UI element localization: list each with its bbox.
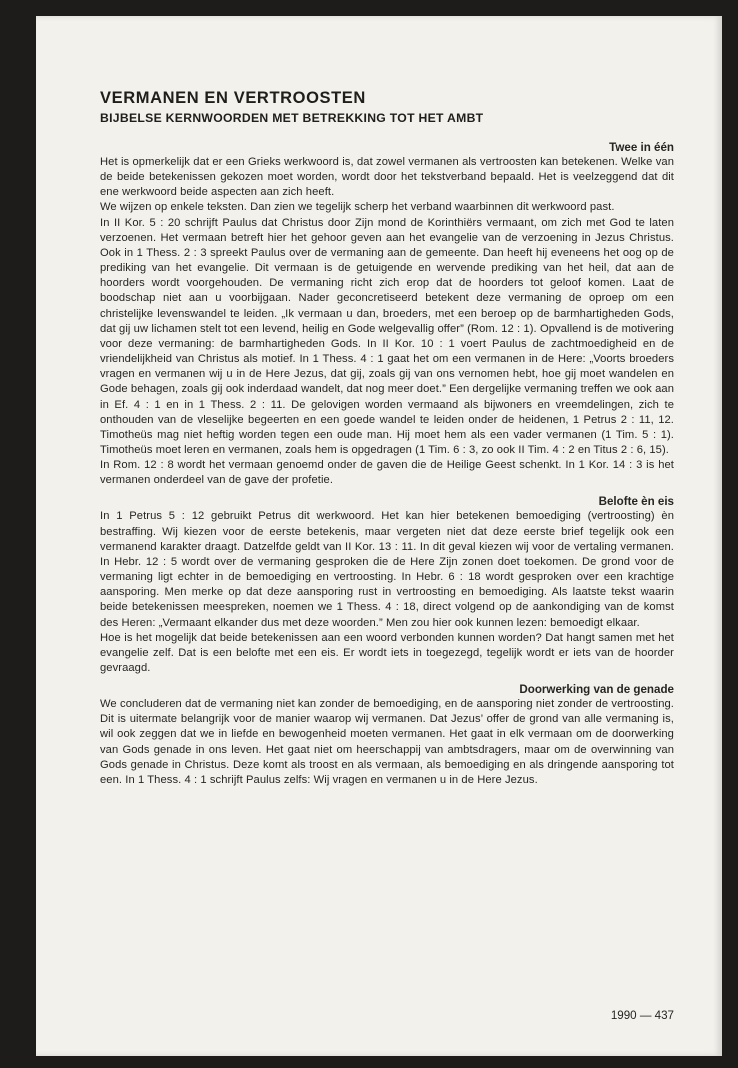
document-page	[36, 16, 722, 1056]
paragraph: Het is opmerkelijk dat er een Grieks werkwoord is, dat zowel vermanen als vertroosten kan betekenen. Welke van de beide betekenissen gekozen moet worden, wordt door het tekstverband bepaald. Het is veelzeggend dat dit ene werkwoord beide aspecten aan zich heeft.	[100, 156, 674, 199]
article	[100, 88, 674, 788]
article-subtitle: BIJBELSE KERNWOORDEN MET BETREKKING TOT HET AMBT	[100, 111, 484, 125]
paragraph: In Rom. 12 : 8 wordt het vermaan genoemd onder de gaven die de Heilige Geest schenkt. In 1 Kor. 14 : 3 is het vermanen onderdeel van de gave der profetie.	[100, 459, 674, 487]
section-heading: Belofte èn eis	[598, 495, 674, 509]
section-doorwerking	[100, 682, 674, 788]
section-twee-in-een	[100, 140, 674, 488]
section-belofte-en-eis	[100, 494, 674, 676]
page-number: 1990 — 437	[610, 1009, 674, 1022]
section-heading: Twee in één	[609, 141, 674, 154]
paragraph: Hoe is het mogelijk dat beide betekenissen aan een woord verbonden kunnen worden? Dat hangt samen met het evangelie zelf. Dat is een belofte met een eis. Er wordt iets in toegezegd, tegelijk wordt er iets van de hoorder gevraagd.	[100, 631, 674, 674]
paragraph: We wijzen op enkele teksten. Dan zien we tegelijk scherp het verband waarbinnen dit werkwoord past.	[100, 201, 615, 214]
paragraph: In II Kor. 5 : 20 schrijft Paulus dat Christus door Zijn mond de Korinthiërs vermaant, om zich met God te laten verzoenen. Het vermaan betreft hier het gehoor geven aan het evangelie van de verzoening in Jezus Christus. Ook in 1 Thess. 2 : 3 spreekt Paulus over de vermaning aan de gemeente. Dan heeft hij eveneens het oog op de prediking van het evangelie. Dit vermaan is de getuigende en wervende prediking van het heil, dat aan de hoorders wordt voorgehouden. De vermaning richt zich erop dat de hoorders tot geloof komen. Laat de boodschap niet aan u voorbijgaan. Nader geconcretiseerd betekent deze vermaning de oproep om een christelijke levenswandel te leiden. „Ik vermaan u dan, broeders, met een beroep op de barmhartigheden Gods, dat gij uw lichamen stelt tot een levend, heilig en Gode welgevallig offer” (Rom. 12 : 1). Opvallend is de motivering voor deze vermaning: de barmhartigheden Gods. In II Kor. 10 : 1 voert Paulus de zachtmoedigheid en de vriendelijkheid van Christus als motief. In 1 Thess. 4 : 1 gaat het om een vermanen in de Here: „Voorts broeders vragen en vermanen wij u in de Here Jezus, dat gij, zoals gij van ons vernomen hebt, hoe gij moet wandelen en Gode behagen, zoals gij ook inderdaad wandelt, dat nog meer doet.” Een dergelijke vermaning treffen we ook aan in Ef. 4 : 1 en in 1 Thess. 2 : 11. De gelovigen worden vermaand als bijwoners en vreemdelingen, zich te onthouden van de vleselijke begeerten en een goede wandel te leiden onder de heidenen, 1 Petrus 2 : 11, 12. Timotheüs mag niet heftig worden tegen een oude man. Hij moet hem als een vader vermanen (1 Tim. 5 : 1). Timotheüs moet leren en vermanen, zoals hem is opgedragen (1 Tim. 6 : 3, zo ook II Tim. 4 : 2 en Titus 2 : 6, 15).	[100, 216, 674, 456]
paragraph: In 1 Petrus 5 : 12 gebruikt Petrus dit werkwoord. Het kan hier betekenen bemoediging (vertroosting) èn bestraffing. Wij kiezen voor de eerste betekenis, maar vergeten niet dat deze eerste brief tegelijk ook een vermanend karakter draagt. Datzelfde geldt van II Kor. 13 : 11. In dit geval kiezen wij voor de vertaling vermanen. In Hebr. 12 : 5 wordt over de vermaning gesproken die de Here Zijn zonen doet toekomen. De grond voor de vermaning ligt echter in de bemoediging en vertroosting. In Hebr. 6 : 18 wordt gesproken over een krachtige aansporing. Men merke op dat deze aansporing rust in vertroosting en bemoediging. Als laatste tekst waarin beide betekenissen meespreken, noemen we 1 Thess. 4 : 18, direct volgend op de aankondiging van de komst des Heren: „Vermaant elkander dus met deze woorden.” Men zou hier ook kunnen lezen: bemoedigt elkaar.	[100, 510, 674, 629]
article-title: VERMANEN EN VERTROOSTEN	[100, 89, 366, 107]
paragraph: We concluderen dat de vermaning niet kan zonder de bemoediging, en de aansporing niet zonder de vertroosting. Dit is uitermate belangrijk voor de manier waarop wij vermanen. Dat Jezus’ offer de grond van alle vermaning is, wil ook zeggen dat we in liefde en bewogenheid moeten vermanen. Het gaat in elk vermaan om de doorwerking van Gods genade in ons leven. Het gaat niet om heerschappij van ambtsdragers, maar om de overwinning van Gods genade in Christus. Deze komt als troost en als vermaan, als bemoediging en als dringende aansporing tot een. In 1 Thess. 4 : 1 schrijft Paulus zelfs: Wij vragen en vermanen u in de Here Jezus.	[100, 698, 674, 786]
section-heading: Doorwerking van de genade	[519, 683, 674, 697]
